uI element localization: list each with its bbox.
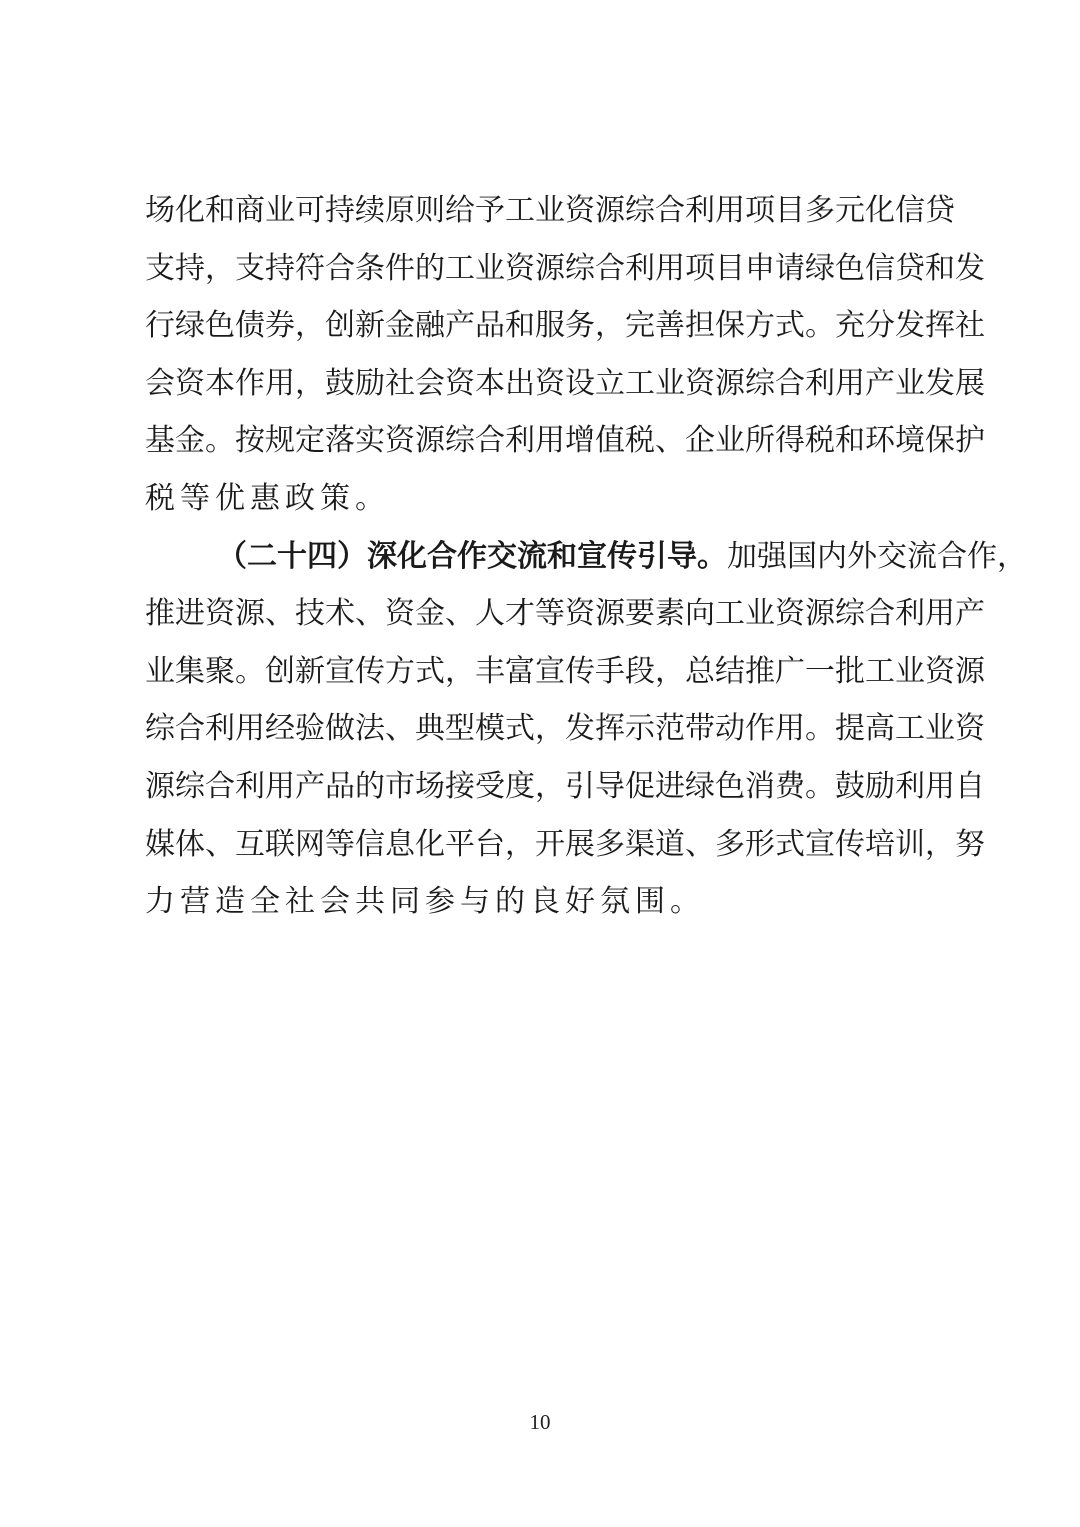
paragraph1-line-6: 税等优惠政策。 [145,480,390,516]
paragraph2-line-6: 媒体、互联网等信息化平台，开展多渠道、多形式宣传培训，努 [145,826,985,862]
paragraph1-line-5: 基金。按规定落实资源综合利用增值税、企业所得税和环境保护 [145,423,985,459]
paragraph2-line-1 [145,528,1027,586]
paragraph2-line-7: 力营造全社会共同参与的良好氛围。 [145,884,705,920]
body-text [145,182,1027,931]
paragraph1-line-3: 行绿色债券，创新金融产品和服务，完善担保方式。充分发挥社 [145,308,985,344]
paragraph2-line-5: 源综合利用产品的市场接受度，引导促进绿色消费。鼓励利用自 [145,768,985,804]
paragraph2-line-4: 综合利用经验做法、典型模式，发挥示范带动作用。提高工业资 [145,711,985,747]
paragraph2-line-3: 业集聚。创新宣传方式，丰富宣传手段，总结推广一批工业资源 [145,653,985,689]
paragraph2-first-line-text: 加强国内外交流合作， [727,538,1027,574]
page-number: 10 [529,1410,551,1434]
paragraph1-line-4: 会资本作用，鼓励社会资本出资设立工业资源综合利用产业发展 [145,365,985,401]
paragraph1-line-1: 场化和商业可持续原则给予工业资源综合利用项目多元化信贷 [145,193,955,228]
paragraph1-line-2: 支持，支持符合条件的工业资源综合利用项目申请绿色信贷和发 [145,250,985,286]
section-heading: （二十四）深化合作交流和宣传引导。 [217,538,727,574]
paragraph2-line-2: 推进资源、技术、资金、人才等资源要素向工业资源综合利用产 [145,596,985,632]
